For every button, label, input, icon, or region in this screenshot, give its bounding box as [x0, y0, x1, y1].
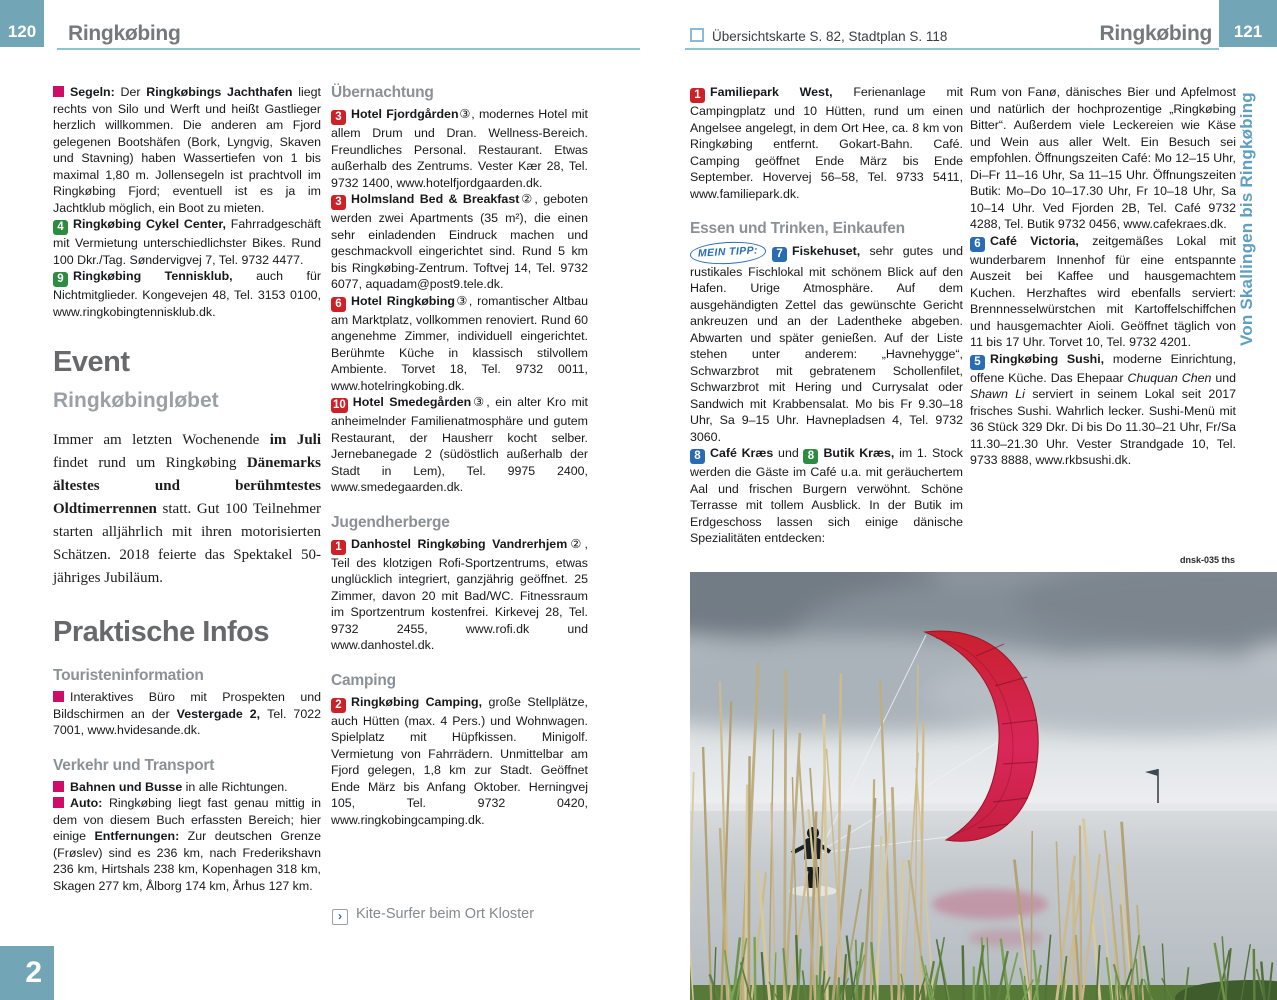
chapter-vertical-label: Von Skallingen bis Ringkøbing — [1237, 92, 1256, 346]
page-number-box-right — [1219, 0, 1277, 47]
caption-marker-icon: › — [332, 909, 348, 925]
text-run: sehr gutes und rustikales Fischlokal mit schönem Blick auf den Hafen. Urige Atmosphäre. Auf dem ausgehändigten Zettel das gewünschte Gericht ankreuzen und an der Ladentheke abgeben. Abwarten und später genießen. Auf der Liste stehen unter anderem: „Havnehygge“, Schwarzbrot mit gebratenem Schollenfilet, Schwarzbrot mit Hering und Currysalat oder Sandwich mit Krabbensalat. Mo bis Fr 9.30–18 Uhr, Sa 9–15 Uhr. Havnepladsen 4, Tel. 9732 3060. — [690, 244, 963, 444]
text-run: Interaktives Büro mit Prospekten und Bildschirmen an der — [53, 690, 321, 721]
text-run: Ringkøbings Jachthafen — [146, 85, 293, 99]
text-run: Entfernungen: — [94, 829, 188, 843]
paragraph — [53, 779, 321, 796]
text-run: Butik Kræs, — [823, 446, 900, 460]
paragraph — [331, 191, 588, 293]
column-3 — [690, 84, 963, 547]
text-run: Vestergade 2, — [176, 706, 268, 721]
paragraph — [331, 293, 588, 395]
page-title-left: Ringkøbing — [68, 22, 181, 45]
text-run: ③, modernes Hotel mit allem Drum und Dran. Wellness-Bereich. Freundliches Personal. Restaurant. Etwas außerhalb des Zentrums. Vester Kær 28, Tel. 9732 1400, www.hotelfjordgaarden.dk. — [331, 107, 588, 190]
map-square-icon — [690, 28, 704, 42]
text-run: in alle Richtungen. — [182, 779, 288, 794]
paragraph — [690, 445, 963, 547]
header-rule-left — [57, 48, 640, 50]
header-rule-right — [685, 48, 1219, 50]
text-run: Hotel Fjordgården — [351, 107, 459, 121]
text-run: Immer am letzten Wochenende — [53, 432, 270, 448]
heading-ringkøbingløbet: Ringkøbingløbet — [53, 389, 219, 412]
text-run: im Juli — [269, 432, 321, 448]
paragraph — [53, 268, 321, 320]
text-run: Ringkøbing liegt fast genau mittig in dem von diesem Buch erfassten Bereich; hier einige — [53, 796, 321, 843]
heading-übernachtung: Übernachtung — [331, 84, 434, 101]
text-run: serviert in seinem Lokal seit 2017 frisches Sushi. Wahrlich lecker. Sushi-Menü mit 36 Stück 329 Dkr. Di bis Do 11.30–21 Uhr, Fr/Sa 11.30–21.30 Uhr. Vester Strandgade 10, Tel. 9733 8888, www.rkbsushi.dk. — [970, 387, 1236, 467]
heading-camping: Camping — [331, 671, 396, 689]
paragraph — [53, 689, 321, 739]
text-run: liegt rechts von Silo und Werft und heißt Gastlieger herzlich willkommen. Die anderen am Fjord gelegenen Bootshäfen (Bork, Lyngvig, Skaven und Stavning) haben Wassertiefen von 1 bis maximal 1,80 m. Jollensegeln ist prachtvoll im Ringkøbing Fjord; eventuell ist es ja im Jachtklub möglich, ein Boot zu mieten. — [53, 85, 321, 215]
text-run: Bahnen und Busse — [70, 779, 183, 794]
text-run: Ringkøbing Sushi, — [990, 351, 1113, 366]
photo-credit: dnsk-035 ths — [1179, 555, 1235, 565]
text-run: statt. Gut 100 Teilnehmer starten alljährlich mit ihren motorisierten Schätzen. 2018 feierte das Spektakel 50-jähriges Jubiläum. — [53, 501, 321, 586]
heading-event: Event — [53, 346, 130, 378]
map-number-badge: 2 — [331, 698, 346, 713]
text-run: Der — [120, 85, 147, 99]
heading-essen-und-trinken-einkaufen: Essen und Trinken, Einkaufen — [690, 220, 905, 237]
text-run: auch für Nichtmitglieder. Kongevejen 48, Tel. 3153 0100, www.ringkobingtennisklub.dk. — [53, 269, 321, 319]
paragraph — [970, 233, 1236, 351]
map-number-badge: 6 — [970, 237, 985, 252]
text-run: Hotel Smedegården — [352, 395, 472, 409]
photo-illustration — [690, 572, 1277, 1000]
text-run: moderne Einrichtung, offene Küche. Das Ehepaar — [970, 351, 1237, 385]
text-run: im 1. Stock werden die Gäste im Café u.a. mit geräuchertem Aal und frischen Burgern verwöhnt. Schöne Terrasse mit tollem Ausblick. In der Butik im Erdgeschoss lassen sich einige dänische Spezialitäten entdecken: — [690, 446, 963, 545]
text-run: Auto: — [70, 796, 109, 810]
bullet-square-icon — [53, 781, 64, 792]
map-reference-note — [690, 28, 947, 44]
text-run: Rum von Fanø, dänisches Bier und Apfelmost und natürlich der hochprozentige „Ringkøbing Bitter“. Außerdem viele Leckereien wie Käse und Wein aus aller Welt. Ein Besuch sei empfohlen. Öffnungszeiten Café: Mo 12–15 Uhr, Di–Fr 11–16 Uhr, Sa 11–15 Uhr. Öffnungszeiten Butik: Mo–Do 10–17.30 Uhr, Fr 10–18 Uhr, Sa 10–14 Uhr. Ved Fjorden 2B, Tel. Café 9732 4288, Tel. Butik 9732 0456, www.cafekraes.dk. — [970, 85, 1236, 231]
text-run: Ringkøbing Camping, — [351, 694, 489, 709]
map-number-badge: 10 — [333, 399, 346, 411]
text-run: Fahrradgeschäft mit Vermietung unterschiedlichster Bikes. Rund 100 Dkr./Tag. Søndervigvej 7, Tel. 9732 4477. — [53, 217, 321, 267]
paragraph — [331, 394, 588, 496]
text-run: Ringkøbing Tennisklub, — [73, 269, 257, 283]
map-number-badge: 1 — [690, 88, 705, 103]
bullet-square-icon — [53, 86, 64, 97]
map-number-badge: 1 — [331, 540, 346, 555]
map-number-badge: 5 — [970, 355, 985, 370]
page-number-box-left — [0, 0, 44, 47]
text-run: Danhostel Ringkøbing Vandrerhjem — [351, 536, 568, 551]
text-run: Shawn Li — [970, 387, 1025, 401]
map-note-text: Übersichtskarte S. 82, Stadtplan S. 118 — [712, 29, 948, 44]
text-run: zeitgemäßes Lokal mit wunderbarem Innenhof für eine entspannte Auszeit bei Kaffee und hausgemachtem Kuchen. Herzhaftes wird ebenfalls serviert: Brennnesselwürstchen mit Kartoffelschiffchen und hausgemachter Aioli. Geöffnet täglich von 11 bis 17 Uhr. Torvet 10, Tel. 9732 4201. — [970, 233, 1236, 349]
map-number-badge: 4 — [53, 220, 68, 235]
map-number-badge: 6 — [331, 297, 346, 312]
column-1 — [53, 84, 321, 894]
heading-praktische-infos: Praktische Infos — [53, 616, 270, 648]
text-run: und — [773, 446, 804, 460]
bullet-square-icon — [53, 797, 64, 808]
chapter-tab — [0, 946, 54, 1000]
text-run: Familiepark West, — [710, 85, 854, 99]
column-4 — [970, 84, 1236, 469]
text-run: Café Kræs — [710, 446, 774, 460]
text-run: Café Victoria, — [990, 233, 1093, 248]
text-run: Tel. 7022 7001, www.hvidesande.dk. — [53, 706, 321, 737]
text-run: Chuquan Chen — [1127, 370, 1212, 385]
text-run: Ferienanlage mit Campingplatz und 10 Hütten, rund um einen Angelsee angelegt, in dem Ort Hee, ca. 8 km von Ringkøbing entfernt. Gokart-Bahn. Café. Camping geöffnet Ende März bis Ende September. Hovervej 56–58, Tel. 9733 5411, www.familiepark.dk. — [690, 85, 963, 201]
paragraph — [53, 429, 321, 590]
text-run: und — [1211, 370, 1237, 385]
page-number-right: 121 — [1233, 22, 1263, 41]
paragraph — [690, 242, 963, 445]
text-run: Dänemarks ältestes und berühmtestes Oldtimerrennen — [53, 455, 321, 517]
map-number-badge: 7 — [772, 247, 787, 262]
kite-surfer-photo — [690, 572, 1277, 1000]
page-number-left: 120 — [7, 22, 37, 41]
text-run: ②, Teil des klotzigen Rofi-Sportzentrums, etwas unglücklich integriert, ganzjährig geöffnet. 25 Zimmer, davon 20 mit Bad/WC. Fitnessraum im Sportzentrum kostenfrei. Kirkevej 28, Tel. 9732 2455, www.rofi.dk und www.danhostel.dk. — [331, 536, 588, 652]
text-run: ③, romantischer Altbau am Marktplatz, vollkommen renoviert. Rund 60 angenehme Zimmer, individuell eingerichtet. Berühmte Küche in klassisch stilvollem Ambiente. Torvet 18, Tel. 9732 0011, www.hotelringkobing.dk. — [331, 293, 589, 393]
paragraph — [690, 84, 963, 202]
paragraph — [53, 84, 321, 216]
text-run: Holmsland Bed & Breakfast — [351, 192, 520, 206]
paragraph — [970, 351, 1236, 469]
map-number-badge: 3 — [331, 110, 346, 125]
paragraph — [53, 795, 321, 894]
page-title-right: Ringkøbing — [1099, 22, 1212, 45]
text-run: große Stellplätze, auch Hütten (max. 4 Pers.) und Wohnwagen. Spielplatz mit Hüpfkissen. Minigolf. Vermietung von Fahrrädern. Unmittelbar am Fjord gelegen, 1,8 km zur Stadt. Geöffnet Ende März bis Anfang Oktober. Herningvej 105, Tel. 9732 0420, www.ringkobingcamping.dk. — [331, 694, 588, 827]
text-run: Segeln: — [70, 85, 121, 99]
heading-jugendherberge: Jugendherberge — [331, 513, 450, 531]
mein-tipp-badge: MEIN TIPP: — [689, 240, 766, 265]
paragraph — [331, 536, 588, 654]
photo-caption — [332, 906, 534, 925]
paragraph — [331, 106, 588, 191]
map-number-badge: 8 — [690, 449, 705, 464]
bullet-square-icon — [53, 691, 64, 702]
text-run: Fiskehuset, — [792, 244, 870, 258]
text-run: ②, geboten werden zwei Apartments (35 m²), die einen sehr einladenden Eindruck machen und geschmackvoll eingerichtet sind. Rund 5 km bis Ringkøbing-Zentrum. Toftvej 14, Tel. 9732 6077, aquadam@post9.tele.dk. — [331, 192, 588, 291]
map-number-badge: 9 — [53, 272, 68, 287]
paragraph — [970, 84, 1236, 233]
heading-touristeninformation: Touristeninformation — [53, 667, 204, 684]
text-run: Ringkøbing Cykel Center, — [73, 217, 231, 231]
heading-verkehr-und-transport: Verkehr und Transport — [53, 756, 215, 774]
paragraph — [331, 694, 588, 829]
paragraph — [53, 216, 321, 268]
chapter-number: 2 — [25, 956, 42, 989]
map-number-badge: 8 — [803, 449, 818, 464]
text-run: ③, ein alter Kro mit anheimelnder Familienatmosphäre und gutem Restaurant, der Hausherr kocht selber. Jernebanegade 2 (südöstlich außerhalb der Stadt in Lem), Tel. 9975 2400, www.smedegaarden.dk. — [331, 395, 588, 494]
photo-caption-text: Kite-Surfer beim Ort Kloster — [356, 906, 535, 922]
map-number-badge: 3 — [331, 195, 346, 210]
text-run: Zur deutschen Grenze (Frøslev) sind es 236 km, nach Frederikshavn 236 km, Hirtshals 238 km, Kopenhagen 318 km, Skagen 277 km, Ålborg 174 km, Århus 127 km. — [53, 829, 321, 893]
text-run: findet rund um Ringkøbing — [53, 455, 247, 471]
column-2 — [331, 84, 588, 828]
text-run: Hotel Ringkøbing — [351, 293, 455, 308]
